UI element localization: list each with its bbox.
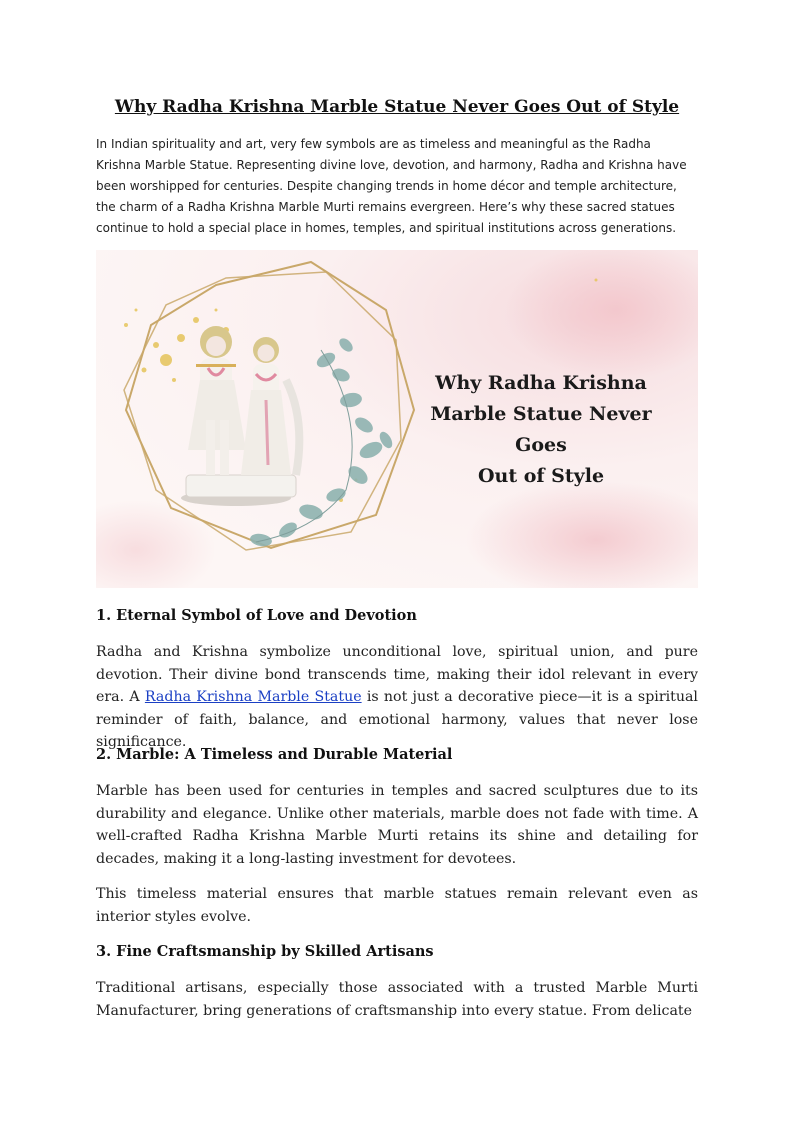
- hero-caption-line-1: Why Radha Krishna: [435, 372, 647, 394]
- section-1-text-after: is not just a decorative piece—it is a spiritual reminder of faith, balance, and emotional harmony, values that never lose significance.: [96, 689, 698, 750]
- section-1-text-before: Radha and Krishna symbolize unconditional love, spiritual union, and pure devotion. Their divine bond transcends time, making their idol relevant in every era. A: [96, 644, 698, 705]
- section-2-paragraph-2: This timeless material ensures that marble statues remain relevant even as interior styles evolve.: [96, 886, 698, 925]
- radha-krishna-marble-statue-link[interactable]: Radha Krishna Marble Statue: [144, 689, 362, 705]
- section-heading-3: 3. Fine Craftsmanship by Skilled Artisans: [96, 943, 434, 960]
- section-2-paragraph-1: Marble has been used for centuries in temples and sacred sculptures due to its durability and elegance. Unlike other materials, marble does not fade with time. A well-crafted Radha Krishna Marble Murti retains its shine and detailing for decades, making it a long-lasting investment for devotees.: [96, 783, 698, 867]
- section-heading-1: 1. Eternal Symbol of Love and Devotion: [96, 607, 417, 624]
- intro-paragraph: In Indian spirituality and art, very few symbols are as timeless and meaningful as the Radha Krishna Marble Statue. Representing divine love, devotion, and harmony, Radha and Krishna have been worshipped for centuries. Despite changing trends in home décor and temple architecture, the charm of a Radha Krishna Marble Murti remains evergreen. Here’s why these sacred statues continue to hold a special place in homes, temples, and spiritual institutions across generations.: [96, 137, 687, 235]
- page-title: Why Radha Krishna Marble Statue Never Goes Out of Style: [114, 97, 680, 117]
- section-heading-2: 2. Marble: A Timeless and Durable Material: [96, 746, 453, 763]
- hero-caption: [426, 368, 656, 492]
- section-1-paragraph: [96, 641, 698, 754]
- hero-caption-line-2: Marble Statue Never Goes: [430, 403, 652, 456]
- section-3-paragraph: Traditional artisans, especially those associated with a trusted Marble Murti Manufacturer, bring generations of craftsmanship into every statue. From delicate: [96, 980, 698, 1019]
- hero-banner-image: [96, 250, 698, 588]
- hero-caption-line-3: Out of Style: [477, 465, 605, 487]
